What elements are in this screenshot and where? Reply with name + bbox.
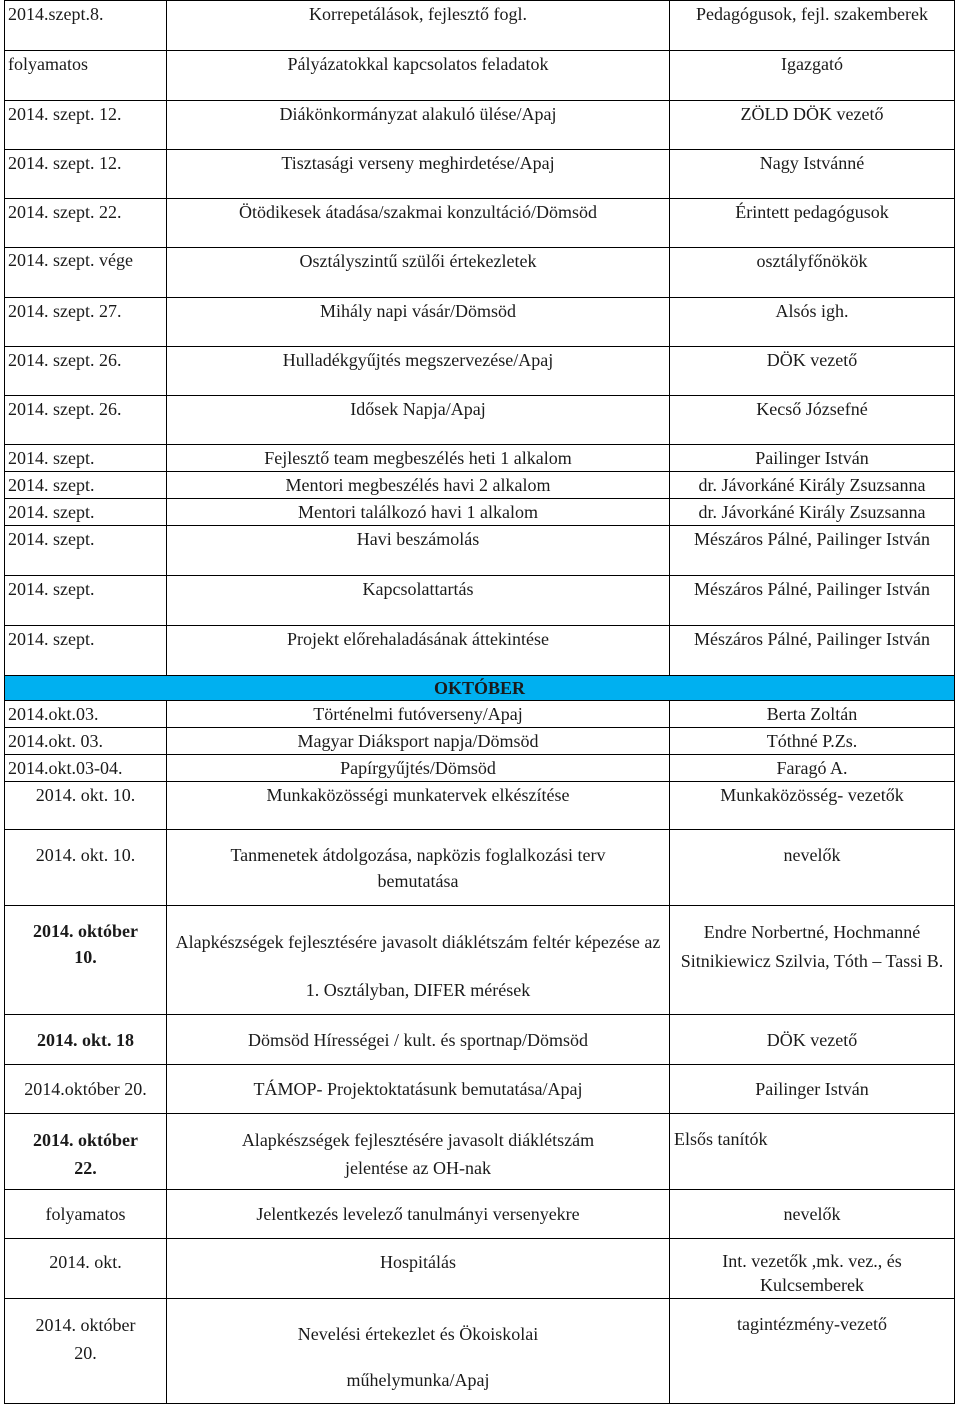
responsible-cell: Tóthné P.Zs. xyxy=(670,728,955,755)
task-cell: Munkaközösségi munkatervek elkészítése xyxy=(167,782,670,830)
responsible-cell: Érintett pedagógusok xyxy=(670,199,955,248)
task-cell: Idősek Napja/Apaj xyxy=(167,396,670,445)
responsible-cell: Munkaközösség- vezetők xyxy=(670,782,955,830)
responsible-cell: Igazgató xyxy=(670,51,955,101)
date-cell: 2014. szept. xyxy=(5,472,167,499)
responsible-cell: ZÖLD DÖK vezető xyxy=(670,101,955,150)
table-row xyxy=(5,1,955,51)
date-cell: 2014. szept. vége xyxy=(5,248,167,298)
date-cell: 2014.szept.8. xyxy=(5,1,167,51)
responsible-cell: tagintézmény-vezető xyxy=(670,1299,955,1404)
table-row xyxy=(5,298,955,347)
task-cell: Tisztasági verseny meghirdetése/Apaj xyxy=(167,150,670,199)
task-cell: Ötödikesek átadása/szakmai konzultáció/Dömsöd xyxy=(167,199,670,248)
responsible-cell: Elsős tanítók xyxy=(670,1114,955,1190)
table-row xyxy=(5,755,955,782)
date-cell: 2014. október 20. xyxy=(5,1299,167,1404)
task-cell: Hulladékgyűjtés megszervezése/Apaj xyxy=(167,347,670,396)
date-cell: 2014.okt. 03. xyxy=(5,728,167,755)
responsible-cell: DÖK vezető xyxy=(670,1015,955,1065)
table-row xyxy=(5,472,955,499)
responsible-cell: Kecső Józsefné xyxy=(670,396,955,445)
task-cell: TÁMOP- Projektoktatásunk bemutatása/Apaj xyxy=(167,1065,670,1114)
task-cell: Mihály napi vásár/Dömsöd xyxy=(167,298,670,347)
date-cell: 2014. október 10. xyxy=(5,906,167,1015)
responsible-cell: Pedagógusok, fejl. szakemberek xyxy=(670,1,955,51)
task-cell: Mentori megbeszélés havi 2 alkalom xyxy=(167,472,670,499)
task-cell: Kapcsolattartás xyxy=(167,576,670,626)
task-cell: Jelentkezés levelező tanulmányi versenyekre xyxy=(167,1190,670,1239)
table-row xyxy=(5,445,955,472)
responsible-cell: dr. Jávorkáné Király Zsuzsanna xyxy=(670,472,955,499)
table-row xyxy=(5,199,955,248)
task-cell: Magyar Diáksport napja/Dömsöd xyxy=(167,728,670,755)
table-row xyxy=(5,1239,955,1299)
responsible-cell: Berta Zoltán xyxy=(670,701,955,728)
month-header: OKTÓBER xyxy=(5,676,955,701)
date-cell: 2014. szept. xyxy=(5,626,167,676)
date-cell: 2014. szept. 12. xyxy=(5,150,167,199)
date-cell: 2014. okt. 18 xyxy=(5,1015,167,1065)
task-cell: Dömsöd Hírességei / kult. és sportnap/Dömsöd xyxy=(167,1015,670,1065)
date-cell: 2014. szept. 27. xyxy=(5,298,167,347)
table-row xyxy=(5,1114,955,1190)
table-row xyxy=(5,526,955,576)
task-cell: Korrepetálások, fejlesztő fogl. xyxy=(167,1,670,51)
date-cell: 2014.október 20. xyxy=(5,1065,167,1114)
date-cell: 2014. szept. xyxy=(5,499,167,526)
task-cell: Történelmi futóverseny/Apaj xyxy=(167,701,670,728)
responsible-cell: Faragó A. xyxy=(670,755,955,782)
task-cell: Pályázatokkal kapcsolatos feladatok xyxy=(167,51,670,101)
date-cell: 2014. október 22. xyxy=(5,1114,167,1190)
task-cell: Papírgyűjtés/Dömsöd xyxy=(167,755,670,782)
table-row xyxy=(5,150,955,199)
table-row xyxy=(5,499,955,526)
task-cell: Fejlesztő team megbeszélés heti 1 alkalom xyxy=(167,445,670,472)
date-cell: 2014.okt.03. xyxy=(5,701,167,728)
date-cell: folyamatos xyxy=(5,1190,167,1239)
table-row xyxy=(5,1065,955,1114)
month-header-row xyxy=(5,676,955,701)
responsible-cell: Pailinger István xyxy=(670,445,955,472)
table-row xyxy=(5,626,955,676)
table-row xyxy=(5,347,955,396)
table-row xyxy=(5,248,955,298)
date-cell: 2014. szept. 26. xyxy=(5,396,167,445)
table-row xyxy=(5,1015,955,1065)
date-cell: 2014. okt. 10. xyxy=(5,830,167,906)
table-row xyxy=(5,1190,955,1239)
responsible-cell: dr. Jávorkáné Király Zsuzsanna xyxy=(670,499,955,526)
responsible-cell: Pailinger István xyxy=(670,1065,955,1114)
task-cell: Diákönkormányzat alakuló ülése/Apaj xyxy=(167,101,670,150)
date-cell: 2014. szept. 12. xyxy=(5,101,167,150)
task-cell: Nevelési értekezlet és Ökoiskolai műhelymunka/Apaj xyxy=(167,1299,670,1404)
task-cell: Tanmenetek átdolgozása, napközis foglalkozási terv bemutatása xyxy=(167,830,670,906)
date-cell: 2014. szept. xyxy=(5,576,167,626)
task-cell: Alapkészségek fejlesztésére javasolt diáklétszám jelentése az OH-nak xyxy=(167,1114,670,1190)
task-cell: Hospitálás xyxy=(167,1239,670,1299)
task-cell: Projekt előrehaladásának áttekintése xyxy=(167,626,670,676)
table-row xyxy=(5,830,955,906)
date-cell: 2014. szept. 26. xyxy=(5,347,167,396)
responsible-cell: Alsós igh. xyxy=(670,298,955,347)
table-row xyxy=(5,1299,955,1404)
task-cell: Mentori találkozó havi 1 alkalom xyxy=(167,499,670,526)
table-row xyxy=(5,51,955,101)
date-cell: 2014. okt. xyxy=(5,1239,167,1299)
table-row xyxy=(5,101,955,150)
date-cell: 2014. okt. 10. xyxy=(5,782,167,830)
date-cell: 2014. szept. xyxy=(5,445,167,472)
responsible-cell: Mészáros Pálné, Pailinger István xyxy=(670,576,955,626)
responsible-cell: Mészáros Pálné, Pailinger István xyxy=(670,626,955,676)
responsible-cell: Mészáros Pálné, Pailinger István xyxy=(670,526,955,576)
table-row xyxy=(5,728,955,755)
schedule-table xyxy=(4,0,955,1404)
responsible-cell: osztályfőnökök xyxy=(670,248,955,298)
table-row xyxy=(5,576,955,626)
responsible-cell: Nagy Istvánné xyxy=(670,150,955,199)
table-row xyxy=(5,396,955,445)
date-cell: 2014. szept. 22. xyxy=(5,199,167,248)
task-cell: Havi beszámolás xyxy=(167,526,670,576)
date-cell: folyamatos xyxy=(5,51,167,101)
table-row xyxy=(5,906,955,1015)
responsible-cell: Int. vezetők ,mk. vez., és Kulcsemberek xyxy=(670,1239,955,1299)
date-cell: 2014.okt.03-04. xyxy=(5,755,167,782)
task-cell: Osztályszintű szülői értekezletek xyxy=(167,248,670,298)
responsible-cell: nevelők xyxy=(670,830,955,906)
responsible-cell: Endre Norbertné, Hochmanné Sitnikiewicz Szilvia, Tóth – Tassi B. xyxy=(670,906,955,1015)
date-cell: 2014. szept. xyxy=(5,526,167,576)
table-row xyxy=(5,701,955,728)
responsible-cell: nevelők xyxy=(670,1190,955,1239)
table-row xyxy=(5,782,955,830)
task-cell: Alapkészségek fejlesztésére javasolt diáklétszám feltér képezése az 1. Osztályban, DIFER mérések xyxy=(167,906,670,1015)
responsible-cell: DÖK vezető xyxy=(670,347,955,396)
